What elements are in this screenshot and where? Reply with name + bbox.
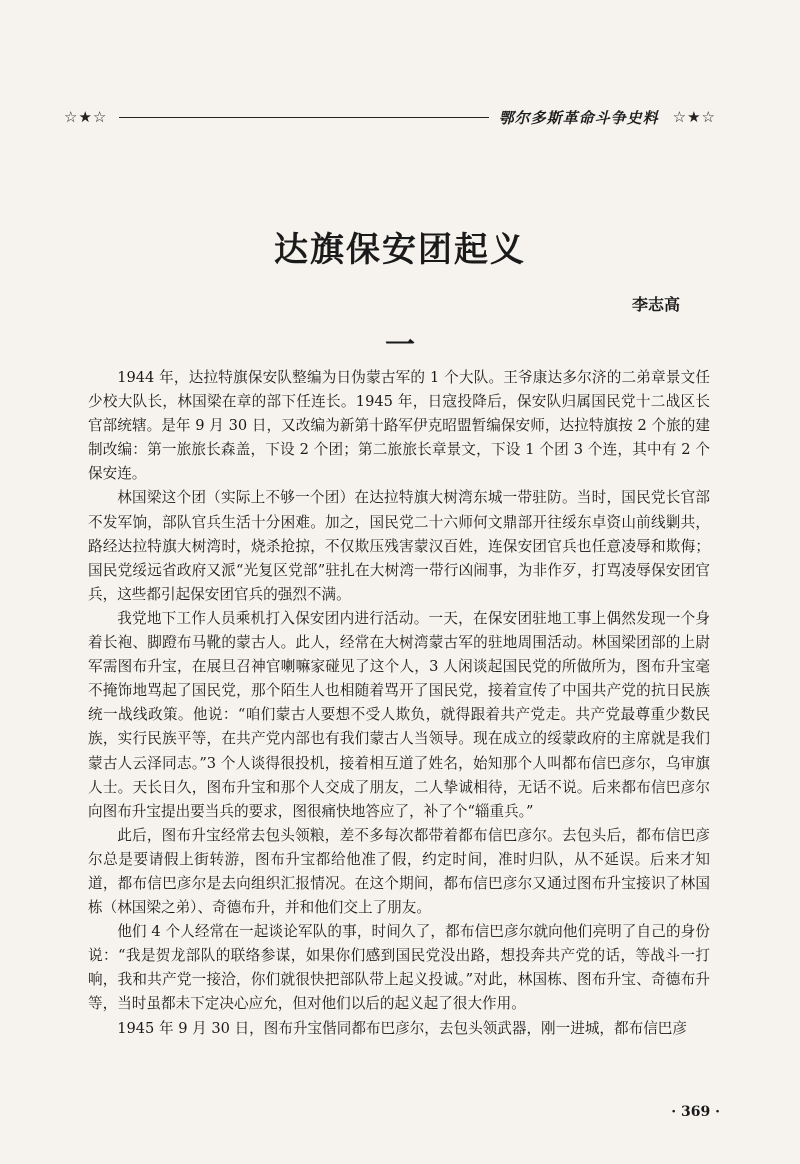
paragraph: 1944 年，达拉特旗保安队整编为日伪蒙古军的 1 个大队。王爷康达多尔济的二弟章景文任少校大队长，林国梁在章的部下任连长。1945 年，日寇投降后，保安队归属国民党十二战区长官部统辖。是年 9 月 30 日，又改编为新第十路军伊克昭盟暂编保安师，达拉特旗按 2 个旅的建制改编：第一旅旅长森盖，下设 2 个团；第二旅旅长章景文，下设 1 个团 3 个连，其中有 2 个保安连。 bbox=[88, 369, 710, 483]
paragraph: 此后，图布升宝经常去包头领粮，差不多每次都带着都布信巴彦尔。去包头后，都布信巴彦尔总是要请假上街转游，图布升宝都给他准了假，约定时间，准时归队，从不延误。后来才知道，都布信巴彦尔是去向组织汇报情况。在这个期间，都布信巴彦尔又通过图布升宝接识了林国栋（林国梁之弟）、奇德布升，并和他们交上了朋友。 bbox=[88, 826, 710, 917]
stars-right-ornament: ☆★☆ bbox=[672, 108, 716, 126]
paragraph: 林国梁这个团（实际上不够一个团）在达拉特旗大树湾东城一带驻防。当时，国民党长官部不发军饷，部队官兵生活十分困难。加之，国民党二十六师何文鼎部开往绥东卓资山前线剿共，路经达拉特旗大树湾时，烧杀抢掠，不仅欺压残害蒙汉百姓，连保安团官兵也任意凌辱和欺侮；国民党绥远省政府又派“光复区党部”驻扎在大树湾一带行凶闹事，为非作歹，打骂凌辱保安团官兵，这些都引起保安团官兵的强烈不满。 bbox=[88, 489, 710, 603]
article-title: 达旗保安团起义 bbox=[274, 230, 526, 270]
paragraph: 1945 年 9 月 30 日，图布升宝偕同都布巴彦尔，去包头领武器，刚一进城，都布信巴彦 bbox=[117, 1019, 687, 1037]
stars-left-ornament: ☆★☆ bbox=[64, 108, 108, 126]
paragraph: 我党地下工作人员乘机打入保安团内进行活动。一天，在保安团驻地工事上偶然发现一个身着长袍、脚蹬布马靴的蒙古人。此人，经常在大树湾蒙古军的驻地周围活动。林国梁团部的上尉军需图布升宝，在展旦召神官喇嘛家碰见了这个人，3 人闲谈起国民党的所做所为，图布升宝毫不掩饰地骂起了国民党，那个陌生人也相随着骂开了国民党，接着宣传了中国共产党的抗日民族统一战线政策。他说：“咱们蒙古人要想不受人欺负，就得跟着共产党走。共产党最尊重少数民族，实行民族平等，在共产党内部也有我们蒙古人当领导。现在成立的绥蒙政府的主席就是我们蒙古人云泽同志。”3 个人谈得很投机，接着相互道了姓名，始知那个人叫都布信巴彦尔，乌审旗人士。天长日久，图布升宝和那个人交成了朋友，二人挚诚相待，无话不说。后来都布信巴彦尔向图布升宝提出要当兵的要求，图很痛快地答应了，补了个“辎重兵。” bbox=[88, 609, 710, 820]
paragraph: 他们 4 个人经常在一起谈论军队的事，时间久了，都布信巴彦尔就向他们亮明了自己的身份说：“我是贺龙部队的联络参谋，如果你们感到国民党没出路，想投奔共产党的话，等战斗一打响，我和共产党一接洽，你们就很快把部队带上起义投诚。”对此，林国栋、图布升宝、奇德布升等，当时虽都未下定决心应允，但对他们以后的起义起了很大作用。 bbox=[88, 923, 710, 1013]
journal-title: 鄂尔多斯革命斗争史料 bbox=[498, 108, 659, 127]
running-header bbox=[64, 104, 716, 130]
section-number: 一 bbox=[385, 328, 415, 363]
article-author: 李志高 bbox=[631, 295, 680, 314]
header-rule bbox=[119, 117, 488, 118]
article-body bbox=[88, 366, 710, 1041]
page-number: · 369 · bbox=[671, 1104, 720, 1120]
